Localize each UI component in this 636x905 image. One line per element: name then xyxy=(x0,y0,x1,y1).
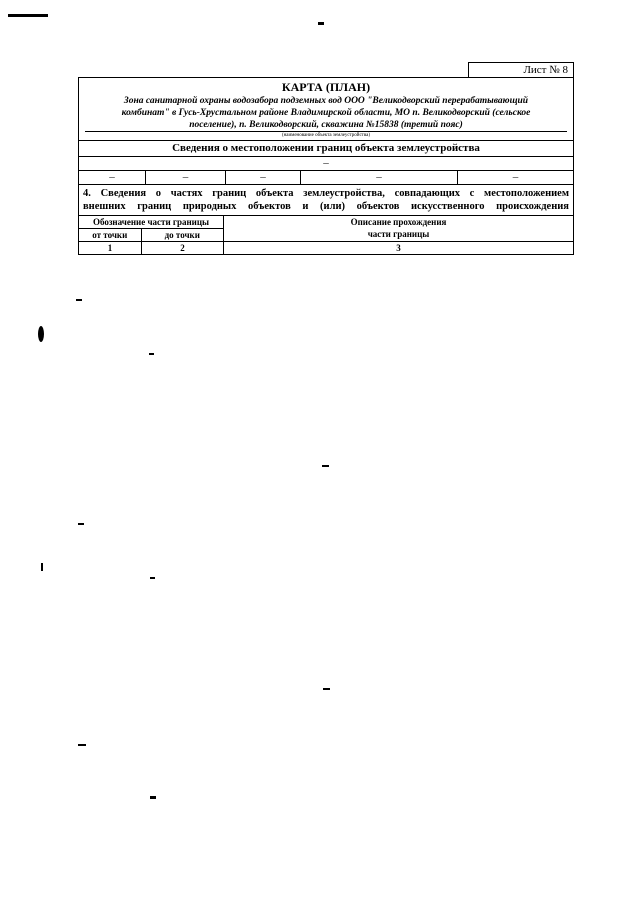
scan-speck xyxy=(149,353,154,355)
description-line-2: комбинат" в Гусь-Хрустальном районе Владимирской области, МО п. Великодворский (сельское xyxy=(121,108,531,118)
col-from-point: от точки xyxy=(79,229,142,241)
designation-group xyxy=(79,216,224,241)
description-line-3: поселение), п. Великодворский, скважина №15838 (третий пояс) xyxy=(85,119,567,132)
description-line-1: Зона санитарной охраны водозабора подземных вод ООО "Великодворский перерабатывающий xyxy=(123,96,529,106)
description-caption: (наименование объекта землеустройства) xyxy=(281,133,371,138)
punch-hole-mark xyxy=(38,326,44,342)
scan-speck xyxy=(322,465,329,467)
object-description xyxy=(83,95,569,132)
scan-speck xyxy=(41,563,43,571)
designation-subcols xyxy=(79,229,223,241)
section-4-heading xyxy=(79,184,573,215)
scan-speck xyxy=(323,688,330,690)
location-heading: Сведения о местоположении границ объекта землеустройства xyxy=(79,140,573,156)
sheet-number-box xyxy=(468,62,574,77)
designation-group-label: Обозначение части границы xyxy=(79,216,223,229)
boundary-table-header xyxy=(79,215,573,241)
dash-cell-5: – xyxy=(512,171,519,183)
scan-speck xyxy=(78,744,86,746)
dash-cell-4: – xyxy=(301,171,458,184)
col-number-2: 2 xyxy=(142,242,224,254)
location-dash: – xyxy=(323,157,329,169)
col-description-line-2: части границы xyxy=(367,229,430,239)
scan-speck xyxy=(150,577,155,579)
scan-speck xyxy=(78,523,84,525)
dash-cell-2: – xyxy=(146,171,226,184)
map-title: КАРТА (ПЛАН) xyxy=(281,80,371,94)
sheet-number: Лист № 8 xyxy=(523,64,568,76)
scan-speck xyxy=(76,299,82,301)
col-description-line-1: Описание прохождения xyxy=(350,217,447,227)
scan-speck xyxy=(318,22,324,25)
scan-speck xyxy=(150,796,156,799)
section-4-line-1: 4. Сведения о частях границ объекта землеустройства, совпадающих с местоположением xyxy=(83,188,569,199)
col-number-1: 1 xyxy=(79,242,142,254)
section-4-line-2: внешних границ природных объектов и (или) объектов искусственного происхождения xyxy=(83,201,569,212)
title-block xyxy=(79,78,573,140)
dash-cell-1: – xyxy=(79,171,146,184)
col-to-point: до точки xyxy=(164,230,200,240)
document-frame xyxy=(78,77,574,255)
location-dash-cells-row xyxy=(79,170,573,184)
col-number-3: 3 xyxy=(396,243,401,253)
location-dash-row xyxy=(79,156,573,170)
scan-edge-shadow xyxy=(8,14,48,17)
dash-cell-3: – xyxy=(226,171,301,184)
col-description xyxy=(224,216,573,241)
boundary-table-numbers xyxy=(79,241,573,254)
